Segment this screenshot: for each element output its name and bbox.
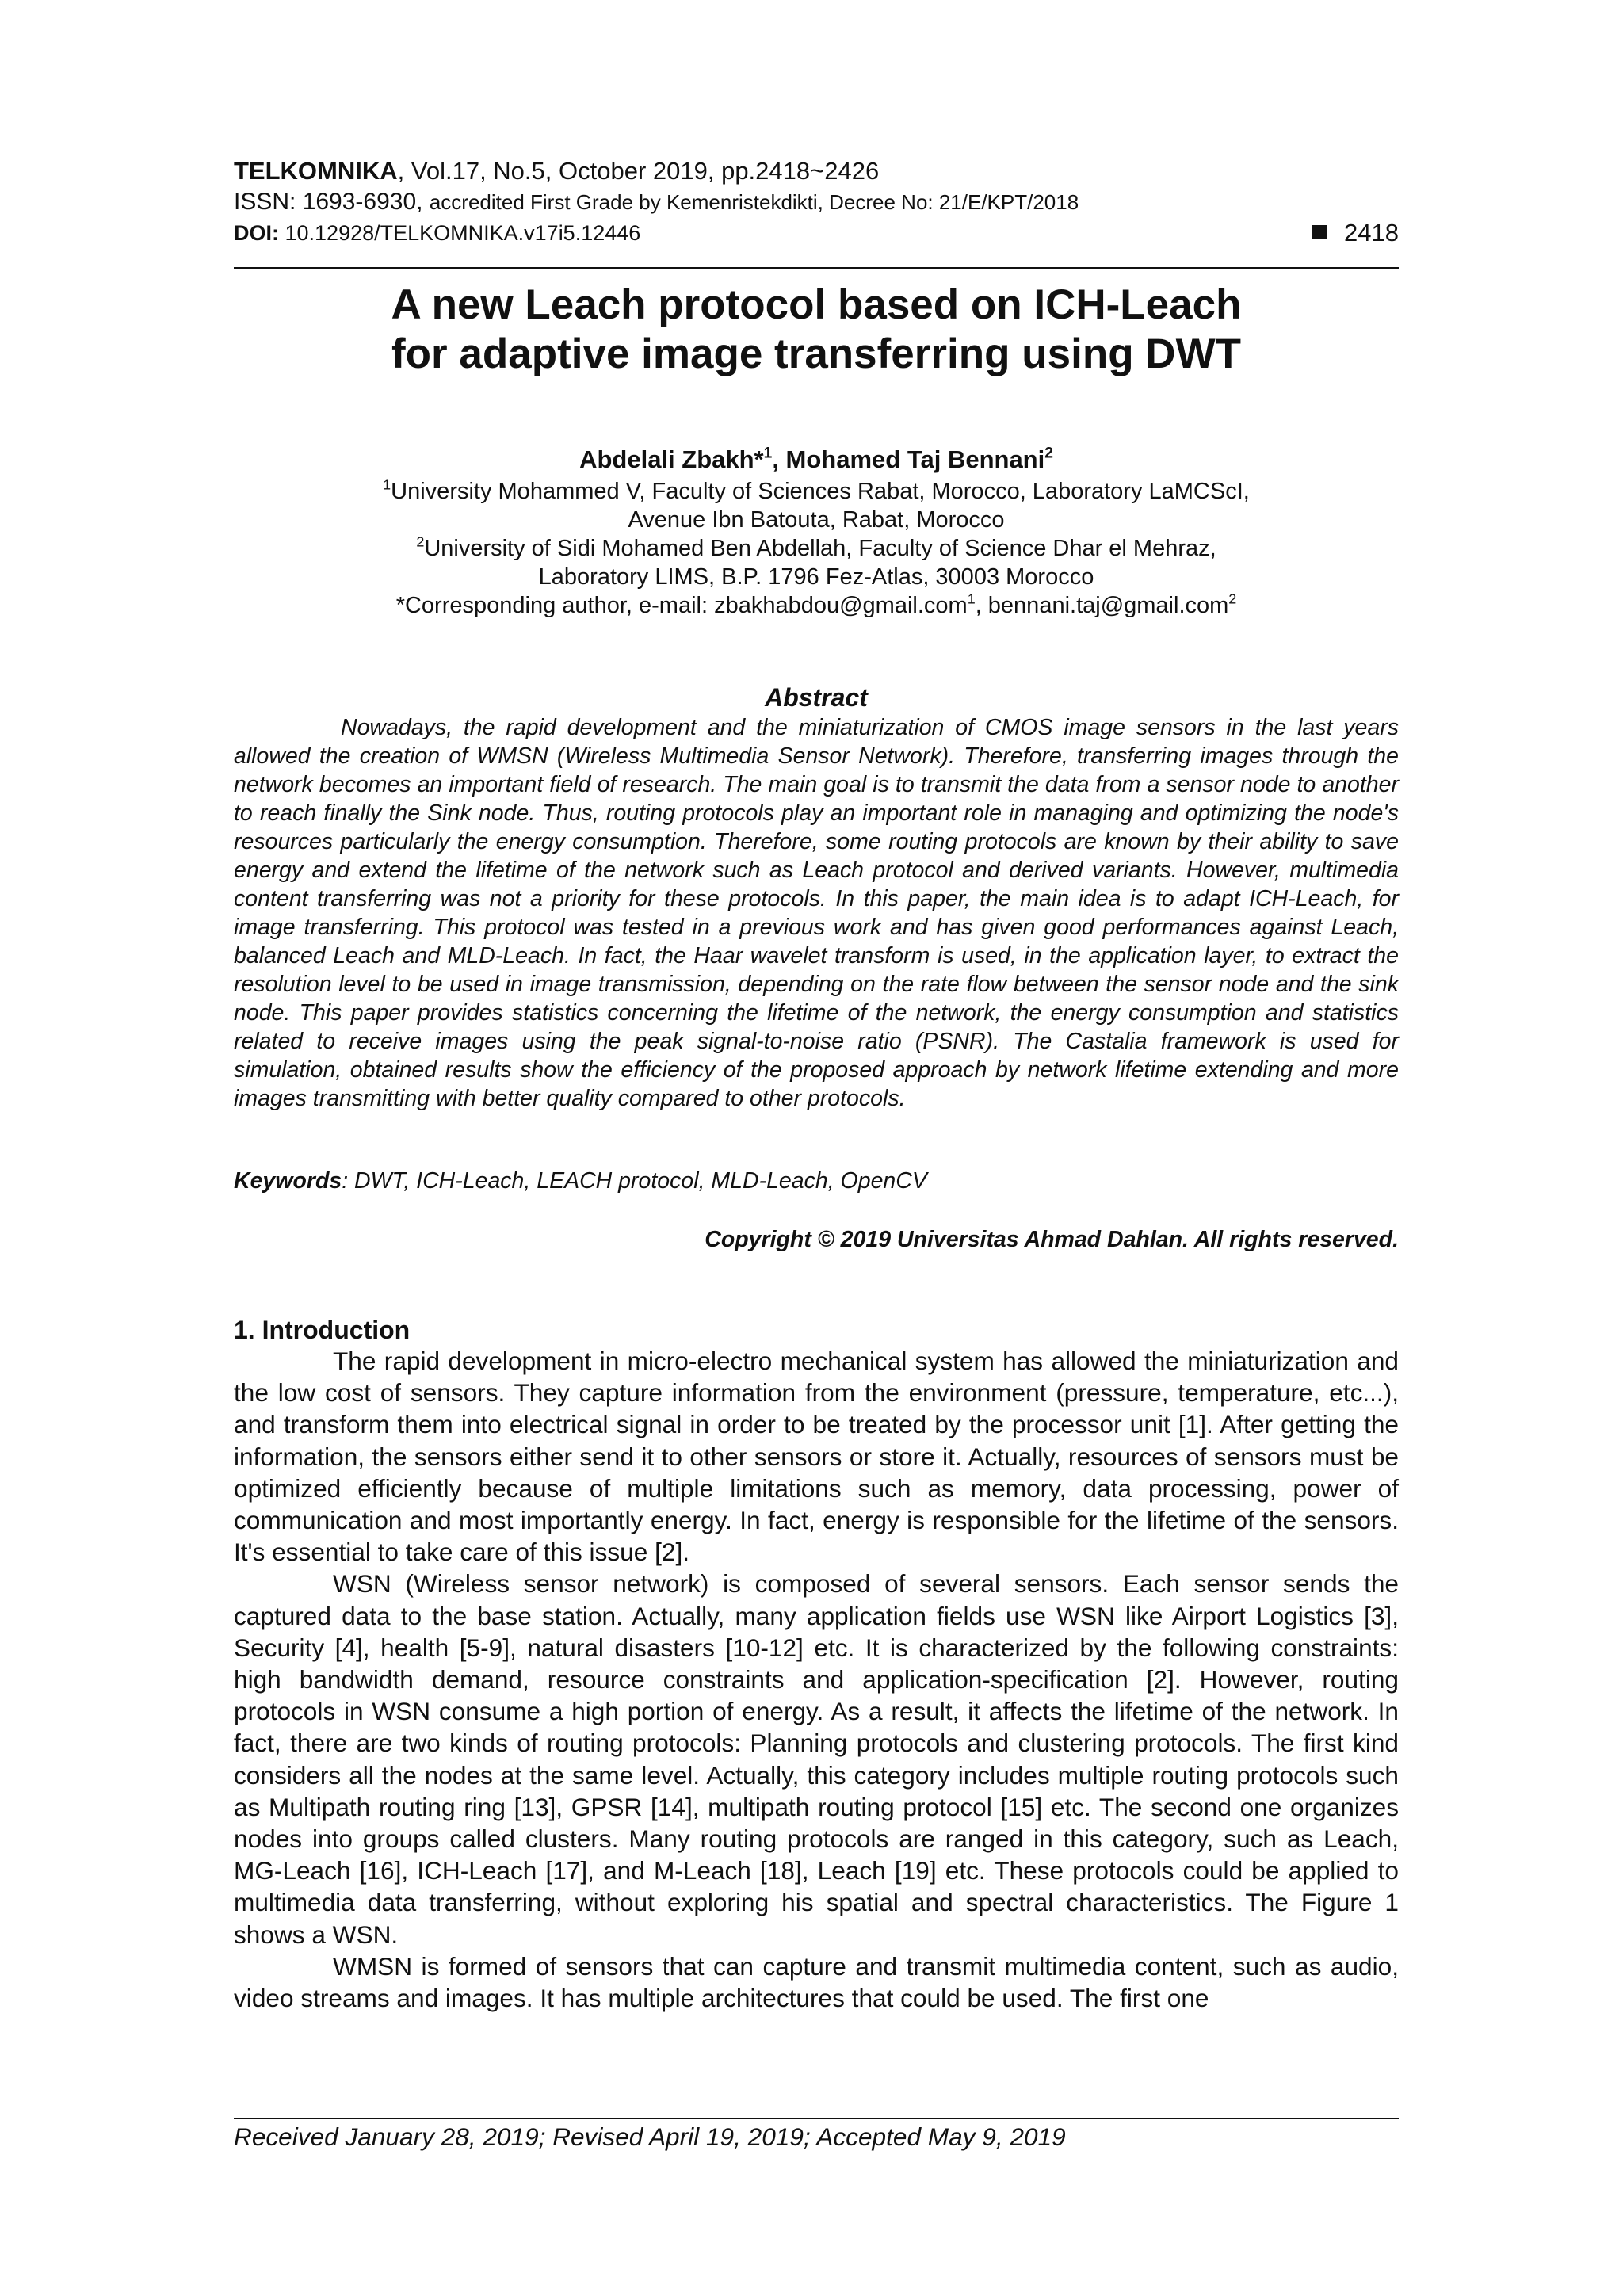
- square-bullet-icon: [1312, 225, 1327, 239]
- copyright: Copyright © 2019 Universitas Ahmad Dahlan. All rights reserved.: [705, 1227, 1399, 1252]
- paper-title: [234, 281, 1399, 379]
- accreditation: accredited First Grade by Kemenristekdikti, Decree No: 21/E/KPT/2018: [429, 190, 1079, 214]
- journal-issn-line: [234, 188, 1399, 216]
- author-2: Mohamed Taj Bennani: [785, 445, 1045, 473]
- journal-volume: , Vol.17, No.5, October 2019, pp.2418~2426: [397, 157, 880, 185]
- aff2-sup: 2: [416, 533, 425, 550]
- affiliation-2-line-1: [234, 534, 1399, 563]
- introduction-body: [234, 1345, 1399, 2014]
- intro-paragraph-2: WSN (Wireless sensor network) is composed of several sensors. Each sensor sends the captured data to the base station. Actually, many application fields use WSN like Airport Logistics [3], Security [4], health [5-9], natural disasters [10-12] etc. It is characterized by the following constraints: high bandwidth demand, resource constraints and application-specification [2]. However, routing protocols in WSN consume a high portion of energy. As a result, it affects the lifetime of the network. In fact, there are two kinds of routing protocols: Planning protocols and clustering protocols. The first kind considers all the nodes at the same level. Actually, this category includes multiple routing protocols such as Multipath routing ring [13], GPSR [14], multipath routing protocol [15] etc. The second one organizes nodes into groups called clusters. Many routing protocols are ranged in this category, such as Leach, MG-Leach [16], ICH-Leach [17], and M-Leach [18], Leach [19] etc. These protocols could be applied to multimedia data transferring, without exploring his spatial and spectral characteristics. The Figure 1 shows a WSN.: [234, 1569, 1399, 1949]
- author-1-affil: 1: [763, 445, 773, 462]
- issn: ISSN: 1693-6930,: [234, 189, 430, 215]
- abstract-text: Nowadays, the rapid development and the miniaturization of CMOS image sensors in the last years allowed the creation of WMSN (Wireless Multimedia Sensor Network). Therefore, transferring images through the network becomes an important field of research. The main goal is to transmit the data from a sensor node to another to reach finally the Sink node. Thus, routing protocols play an important role in managing and optimizing the node's resources particularly the energy consumption. Therefore, some routing protocols are known by their ability to save energy and extend the lifetime of the network such as Leach protocol and derived variants. However, multimedia content transferring was not a priority for these protocols. In this paper, the main idea is to adapt ICH-Leach, for image transferring. This protocol was tested in a previous work and has given good performances against Leach, balanced Leach and MLD-Leach. In fact, the Haar wavelet transform is used, in the application layer, to extract the resolution level to be used in image transmission, depending on the rate flow between the sensor node and the sink node. This paper provides statistics concerning the lifetime of the network, the energy consumption and statistics related to receive images using the peak signal-to-noise ratio (PSNR). The Castalia framework is used for simulation, obtained results show the efficiency of the proposed approach by network lifetime extending and more images transmitting with better quality compared to other protocols.: [234, 715, 1399, 1111]
- corr-sup-2: 2: [1228, 590, 1237, 607]
- affiliation-1-line-2: Avenue Ibn Batouta, Rabat, Morocco: [628, 507, 1005, 533]
- aff1-sup: 1: [383, 476, 391, 493]
- journal-doi-line: [234, 219, 1399, 247]
- header-rule: [234, 267, 1399, 269]
- corresponding-author: [234, 591, 1399, 620]
- author-1: Abdelali Zbakh*: [579, 445, 764, 473]
- affiliation-1-line-1: [234, 477, 1399, 506]
- author-2-affil: 2: [1044, 445, 1053, 462]
- keywords: [234, 1167, 1399, 1195]
- doi-value: 10.12928/TELKOMNIKA.v17i5.12446: [279, 221, 641, 245]
- corr-sup-1: 1: [967, 590, 976, 607]
- aff1-text: University Mohammed V, Faculty of Sciences Rabat, Morocco, Laboratory LaMCScI,: [391, 479, 1250, 504]
- keywords-list: : DWT, ICH-Leach, LEACH protocol, MLD-Leach, OpenCV: [342, 1168, 927, 1194]
- title-line-1: A new Leach protocol based on ICH-Leach: [391, 281, 1242, 328]
- doi-label: DOI:: [234, 221, 279, 245]
- received-dates: Received January 28, 2019; Revised April 19, 2019; Accepted May 9, 2019: [234, 2122, 1066, 2151]
- corr-email-2: , bennani.taj@gmail.com: [975, 593, 1229, 618]
- aff2-text: University of Sidi Mohamed Ben Abdellah, Faculty of Science Dhar el Mehraz,: [424, 536, 1216, 561]
- journal-name: TELKOMNIKA: [234, 157, 398, 185]
- page-number-block: [1312, 219, 1399, 247]
- affiliations: [234, 477, 1399, 620]
- intro-paragraph-3: WMSN is formed of sensors that can capture and transmit multimedia content, such as audio, video streams and images. It has multiple architectures that could be used. The first one: [234, 1951, 1399, 2013]
- abstract-heading: Abstract: [765, 683, 868, 712]
- affiliation-2-line-2: Laboratory LIMS, B.P. 1796 Fez-Atlas, 30003 Morocco: [538, 564, 1094, 590]
- intro-paragraph-1: The rapid development in micro-electro mechanical system has allowed the miniaturization and the low cost of sensors. They capture information from the environment (pressure, temperature, etc...), and transform them into electrical signal in order to be treated by the processor unit [1]. After getting the information, the sensors either send it to other sensors or store it. Actually, resources of sensors must be optimized efficiently because of multiple limitations such as memory, data processing, power of communication and most importantly energy. In fact, energy is responsible for the lifetime of the sensors. It's essential to take care of this issue [2].: [234, 1347, 1399, 1567]
- author-separator: ,: [772, 445, 786, 473]
- section-heading-introduction: 1. Introduction: [234, 1316, 411, 1344]
- authors: [234, 445, 1399, 474]
- keywords-label: Keywords: [234, 1168, 342, 1194]
- corr-text: *Corresponding author, e-mail: zbakhabdou@gmail.com: [395, 593, 968, 618]
- title-line-2: for adaptive image transferring using DWT: [391, 330, 1241, 377]
- page-number: 2418: [1344, 219, 1399, 246]
- footer-rule: [234, 2118, 1399, 2119]
- journal-citation-line: [234, 157, 1399, 185]
